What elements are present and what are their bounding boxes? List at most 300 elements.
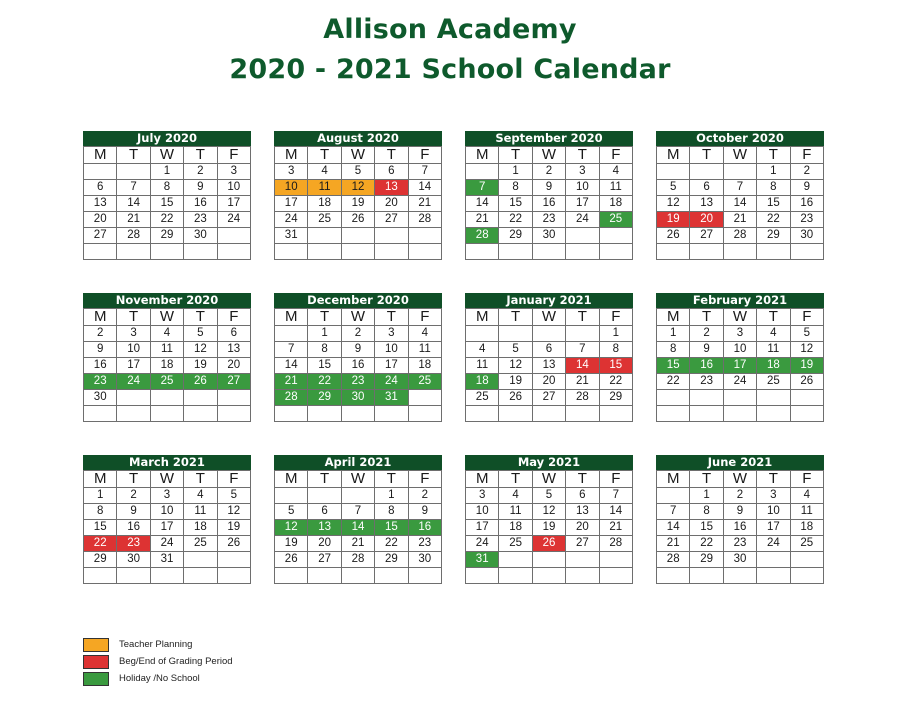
- week-row: [275, 180, 442, 196]
- day-cell: 22: [150, 212, 183, 228]
- day-cell: [117, 164, 150, 180]
- day-cell: [757, 568, 790, 584]
- day-cell: 30: [117, 552, 150, 568]
- day-cell: 17: [566, 196, 599, 212]
- day-cell: [341, 406, 374, 422]
- day-cell: [599, 228, 632, 244]
- day-cell: [408, 390, 441, 406]
- day-cell: [690, 164, 723, 180]
- weekday-header: T: [375, 147, 408, 164]
- month-grid: [656, 146, 824, 260]
- day-cell: 14: [408, 180, 441, 196]
- day-cell: 5: [790, 326, 823, 342]
- week-row: [84, 488, 251, 504]
- day-cell: 23: [690, 374, 723, 390]
- day-cell: [566, 568, 599, 584]
- day-cell: 5: [217, 488, 250, 504]
- day-cell: 1: [150, 164, 183, 180]
- weekday-header-row: [466, 309, 633, 326]
- day-cell: 18: [790, 520, 823, 536]
- day-cell: [566, 244, 599, 260]
- day-cell: 12: [341, 180, 374, 196]
- day-cell: [408, 568, 441, 584]
- day-cell: 25: [150, 374, 183, 390]
- day-cell: 20: [532, 374, 565, 390]
- week-row: [275, 406, 442, 422]
- week-row: [84, 520, 251, 536]
- day-cell: 10: [150, 504, 183, 520]
- day-cell: 2: [408, 488, 441, 504]
- day-cell: 1: [84, 488, 117, 504]
- day-cell: 9: [408, 504, 441, 520]
- day-cell: [532, 568, 565, 584]
- week-row: [466, 342, 633, 358]
- day-cell: [790, 406, 823, 422]
- day-cell: 7: [723, 180, 756, 196]
- day-cell: [499, 568, 532, 584]
- day-cell: 14: [723, 196, 756, 212]
- day-cell: 5: [341, 164, 374, 180]
- day-cell: 3: [150, 488, 183, 504]
- day-cell: 8: [757, 180, 790, 196]
- day-cell: 14: [657, 520, 690, 536]
- day-cell: 26: [341, 212, 374, 228]
- day-cell: 17: [275, 196, 308, 212]
- month-calendar: [656, 131, 824, 260]
- day-cell: 7: [408, 164, 441, 180]
- month-grid: [274, 470, 442, 584]
- weekday-header: T: [375, 309, 408, 326]
- weekday-header: W: [150, 147, 183, 164]
- day-cell: 11: [499, 504, 532, 520]
- month-header: December 2020: [274, 293, 442, 308]
- weekday-header: W: [150, 471, 183, 488]
- day-cell: 23: [117, 536, 150, 552]
- day-cell: 25: [308, 212, 341, 228]
- day-cell: 31: [150, 552, 183, 568]
- day-cell: 18: [466, 374, 499, 390]
- week-row: [466, 358, 633, 374]
- week-row: [275, 520, 442, 536]
- day-cell: 21: [117, 212, 150, 228]
- day-cell: [184, 390, 217, 406]
- month-calendar: [83, 455, 251, 584]
- day-cell: [150, 568, 183, 584]
- day-cell: 20: [217, 358, 250, 374]
- day-cell: 6: [375, 164, 408, 180]
- week-row: [275, 244, 442, 260]
- day-cell: 7: [657, 504, 690, 520]
- weekday-header-row: [275, 309, 442, 326]
- day-cell: 14: [117, 196, 150, 212]
- day-cell: 7: [599, 488, 632, 504]
- weekday-header: M: [657, 309, 690, 326]
- weekday-header: M: [275, 309, 308, 326]
- day-cell: [532, 552, 565, 568]
- day-cell: 28: [599, 536, 632, 552]
- day-cell: 24: [375, 374, 408, 390]
- week-row: [466, 390, 633, 406]
- week-row: [84, 212, 251, 228]
- day-cell: [375, 406, 408, 422]
- legend-label: Teacher Planning: [119, 639, 193, 650]
- weekday-header-row: [657, 471, 824, 488]
- day-cell: 9: [532, 180, 565, 196]
- week-row: [275, 342, 442, 358]
- day-cell: 12: [499, 358, 532, 374]
- week-row: [275, 390, 442, 406]
- day-cell: [408, 228, 441, 244]
- weekday-header: F: [599, 309, 632, 326]
- day-cell: 29: [308, 390, 341, 406]
- day-cell: [499, 406, 532, 422]
- day-cell: [757, 390, 790, 406]
- day-cell: 8: [150, 180, 183, 196]
- week-row: [466, 244, 633, 260]
- weekday-header: T: [499, 309, 532, 326]
- day-cell: 10: [723, 342, 756, 358]
- weekday-header: M: [657, 147, 690, 164]
- day-cell: 21: [408, 196, 441, 212]
- day-cell: [657, 244, 690, 260]
- day-cell: [308, 406, 341, 422]
- day-cell: 9: [184, 180, 217, 196]
- day-cell: 8: [657, 342, 690, 358]
- day-cell: [599, 568, 632, 584]
- weekday-header: T: [757, 471, 790, 488]
- day-cell: [690, 568, 723, 584]
- day-cell: [532, 406, 565, 422]
- day-cell: 28: [341, 552, 374, 568]
- day-cell: [690, 390, 723, 406]
- week-row: [275, 228, 442, 244]
- day-cell: 10: [466, 504, 499, 520]
- month-header: May 2021: [465, 455, 633, 470]
- weekday-header: W: [723, 309, 756, 326]
- day-cell: 8: [84, 504, 117, 520]
- week-row: [657, 520, 824, 536]
- month-header: September 2020: [465, 131, 633, 146]
- day-cell: 15: [84, 520, 117, 536]
- day-cell: 11: [150, 342, 183, 358]
- calendar-title: Allison Academy: [323, 14, 577, 45]
- weekday-header: F: [217, 309, 250, 326]
- day-cell: 31: [466, 552, 499, 568]
- day-cell: 2: [723, 488, 756, 504]
- weekday-header: T: [499, 147, 532, 164]
- day-cell: 25: [757, 374, 790, 390]
- day-cell: [657, 568, 690, 584]
- day-cell: [566, 228, 599, 244]
- day-cell: [275, 326, 308, 342]
- day-cell: 7: [466, 180, 499, 196]
- week-row: [466, 180, 633, 196]
- day-cell: 18: [150, 358, 183, 374]
- day-cell: 16: [723, 520, 756, 536]
- week-row: [84, 374, 251, 390]
- day-cell: [657, 390, 690, 406]
- day-cell: 29: [757, 228, 790, 244]
- day-cell: [308, 228, 341, 244]
- week-row: [657, 568, 824, 584]
- week-row: [657, 406, 824, 422]
- weekday-header: T: [499, 471, 532, 488]
- week-row: [275, 568, 442, 584]
- week-row: [275, 164, 442, 180]
- week-row: [657, 374, 824, 390]
- week-row: [275, 536, 442, 552]
- day-cell: 8: [599, 342, 632, 358]
- day-cell: 10: [566, 180, 599, 196]
- weekday-header-row: [466, 147, 633, 164]
- day-cell: 29: [150, 228, 183, 244]
- month-header: April 2021: [274, 455, 442, 470]
- day-cell: 26: [184, 374, 217, 390]
- day-cell: [341, 488, 374, 504]
- day-cell: 14: [599, 504, 632, 520]
- day-cell: 16: [184, 196, 217, 212]
- day-cell: [757, 406, 790, 422]
- weekday-header-row: [657, 147, 824, 164]
- day-cell: 9: [341, 342, 374, 358]
- day-cell: 24: [723, 374, 756, 390]
- month-header: February 2021: [656, 293, 824, 308]
- day-cell: 20: [84, 212, 117, 228]
- day-cell: 18: [308, 196, 341, 212]
- weekday-header: M: [275, 471, 308, 488]
- day-cell: [499, 326, 532, 342]
- week-row: [466, 326, 633, 342]
- day-cell: 22: [757, 212, 790, 228]
- day-cell: [566, 406, 599, 422]
- weekday-header: T: [184, 309, 217, 326]
- weekday-header: W: [150, 309, 183, 326]
- day-cell: 3: [217, 164, 250, 180]
- day-cell: 2: [341, 326, 374, 342]
- weekday-header: T: [566, 471, 599, 488]
- day-cell: 6: [217, 326, 250, 342]
- month-header: August 2020: [274, 131, 442, 146]
- weekday-header: W: [532, 309, 565, 326]
- day-cell: [308, 568, 341, 584]
- day-cell: 6: [690, 180, 723, 196]
- day-cell: [217, 228, 250, 244]
- day-cell: 20: [566, 520, 599, 536]
- day-cell: [466, 326, 499, 342]
- week-row: [657, 536, 824, 552]
- week-row: [84, 180, 251, 196]
- day-cell: [150, 244, 183, 260]
- day-cell: 21: [466, 212, 499, 228]
- day-cell: [657, 488, 690, 504]
- week-row: [466, 568, 633, 584]
- weekday-header: M: [657, 471, 690, 488]
- day-cell: 1: [499, 164, 532, 180]
- day-cell: 16: [341, 358, 374, 374]
- day-cell: [790, 244, 823, 260]
- day-cell: 12: [275, 520, 308, 536]
- day-cell: 30: [84, 390, 117, 406]
- day-cell: 19: [532, 520, 565, 536]
- week-row: [657, 504, 824, 520]
- day-cell: 10: [375, 342, 408, 358]
- day-cell: [117, 406, 150, 422]
- week-row: [657, 326, 824, 342]
- day-cell: 10: [275, 180, 308, 196]
- weekday-header: W: [723, 147, 756, 164]
- weekday-header: T: [184, 147, 217, 164]
- day-cell: 10: [757, 504, 790, 520]
- day-cell: 11: [184, 504, 217, 520]
- month-header: March 2021: [83, 455, 251, 470]
- day-cell: [723, 568, 756, 584]
- day-cell: 19: [790, 358, 823, 374]
- weekday-header: T: [757, 147, 790, 164]
- weekday-header: F: [599, 471, 632, 488]
- weekday-header: W: [341, 309, 374, 326]
- day-cell: 28: [657, 552, 690, 568]
- day-cell: 11: [308, 180, 341, 196]
- day-cell: 3: [117, 326, 150, 342]
- day-cell: [375, 244, 408, 260]
- day-cell: 10: [217, 180, 250, 196]
- month-grid: [465, 308, 633, 422]
- day-cell: 15: [499, 196, 532, 212]
- day-cell: 18: [499, 520, 532, 536]
- month-calendar: [274, 455, 442, 584]
- day-cell: 13: [690, 196, 723, 212]
- weekday-header: M: [275, 147, 308, 164]
- day-cell: [150, 390, 183, 406]
- day-cell: [532, 244, 565, 260]
- day-cell: [757, 244, 790, 260]
- day-cell: 26: [275, 552, 308, 568]
- day-cell: 21: [275, 374, 308, 390]
- day-cell: [790, 552, 823, 568]
- day-cell: 27: [566, 536, 599, 552]
- weekday-header: T: [117, 471, 150, 488]
- weekday-header-row: [84, 147, 251, 164]
- day-cell: 22: [599, 374, 632, 390]
- day-cell: 17: [375, 358, 408, 374]
- week-row: [466, 552, 633, 568]
- day-cell: [150, 406, 183, 422]
- day-cell: 17: [723, 358, 756, 374]
- day-cell: 4: [499, 488, 532, 504]
- day-cell: 28: [566, 390, 599, 406]
- day-cell: 23: [532, 212, 565, 228]
- day-cell: 13: [217, 342, 250, 358]
- weekday-header: T: [566, 147, 599, 164]
- day-cell: 15: [150, 196, 183, 212]
- weekday-header: M: [84, 147, 117, 164]
- week-row: [466, 536, 633, 552]
- day-cell: 27: [690, 228, 723, 244]
- day-cell: 17: [150, 520, 183, 536]
- day-cell: 4: [466, 342, 499, 358]
- day-cell: 18: [757, 358, 790, 374]
- day-cell: 11: [466, 358, 499, 374]
- week-row: [657, 358, 824, 374]
- weekday-header: M: [466, 147, 499, 164]
- day-cell: 18: [408, 358, 441, 374]
- weekday-header: F: [408, 309, 441, 326]
- day-cell: 2: [690, 326, 723, 342]
- week-row: [275, 326, 442, 342]
- day-cell: 14: [566, 358, 599, 374]
- day-cell: 13: [532, 358, 565, 374]
- day-cell: 26: [499, 390, 532, 406]
- day-cell: [117, 390, 150, 406]
- day-cell: 1: [375, 488, 408, 504]
- week-row: [84, 504, 251, 520]
- week-row: [84, 326, 251, 342]
- day-cell: 27: [84, 228, 117, 244]
- day-cell: 1: [657, 326, 690, 342]
- week-row: [657, 390, 824, 406]
- day-cell: 12: [217, 504, 250, 520]
- day-cell: 31: [375, 390, 408, 406]
- day-cell: 16: [84, 358, 117, 374]
- day-cell: 31: [275, 228, 308, 244]
- day-cell: 16: [117, 520, 150, 536]
- day-cell: 9: [723, 504, 756, 520]
- day-cell: 30: [723, 552, 756, 568]
- week-row: [84, 196, 251, 212]
- month-header: January 2021: [465, 293, 633, 308]
- day-cell: 18: [184, 520, 217, 536]
- day-cell: [184, 568, 217, 584]
- day-cell: 23: [341, 374, 374, 390]
- day-cell: [184, 552, 217, 568]
- day-cell: [466, 568, 499, 584]
- day-cell: [499, 552, 532, 568]
- week-row: [657, 196, 824, 212]
- day-cell: 9: [117, 504, 150, 520]
- day-cell: [217, 568, 250, 584]
- day-cell: [790, 568, 823, 584]
- week-row: [466, 406, 633, 422]
- day-cell: 11: [757, 342, 790, 358]
- day-cell: 12: [532, 504, 565, 520]
- day-cell: 22: [375, 536, 408, 552]
- day-cell: 9: [690, 342, 723, 358]
- day-cell: 28: [117, 228, 150, 244]
- day-cell: 8: [499, 180, 532, 196]
- day-cell: [275, 488, 308, 504]
- day-cell: 4: [308, 164, 341, 180]
- day-cell: [690, 244, 723, 260]
- day-cell: 19: [499, 374, 532, 390]
- week-row: [84, 358, 251, 374]
- day-cell: 23: [723, 536, 756, 552]
- day-cell: 6: [532, 342, 565, 358]
- day-cell: 25: [466, 390, 499, 406]
- weekday-header: F: [790, 309, 823, 326]
- day-cell: [308, 244, 341, 260]
- week-row: [275, 212, 442, 228]
- day-cell: 2: [532, 164, 565, 180]
- day-cell: 30: [790, 228, 823, 244]
- week-row: [466, 504, 633, 520]
- day-cell: [532, 326, 565, 342]
- weekday-header-row: [84, 309, 251, 326]
- week-row: [84, 536, 251, 552]
- day-cell: 19: [657, 212, 690, 228]
- day-cell: 10: [117, 342, 150, 358]
- week-row: [275, 358, 442, 374]
- day-cell: 13: [375, 180, 408, 196]
